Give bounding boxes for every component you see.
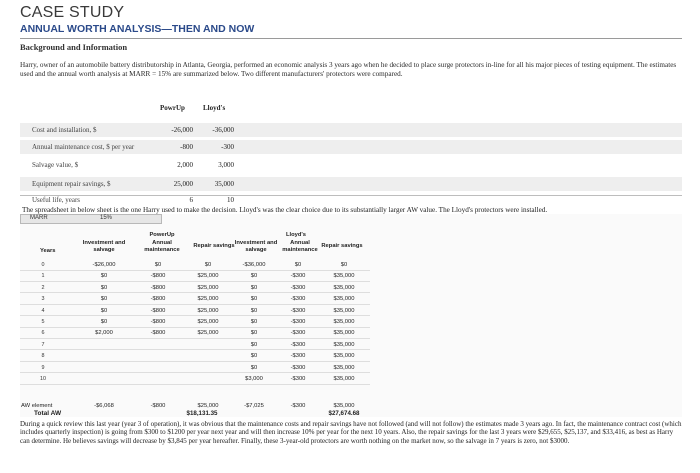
table-cell: $25,000 bbox=[197, 319, 219, 325]
estimates-cell: 3,000 bbox=[218, 161, 234, 169]
year-cell: 2 bbox=[41, 284, 45, 291]
table-cell: -$300 bbox=[290, 364, 306, 371]
year-cell: 4 bbox=[41, 307, 45, 314]
estimates-col-lloyds: Lloyd's bbox=[203, 104, 226, 112]
table-cell: $35,000 bbox=[333, 364, 355, 371]
estimates-cell: -36,000 bbox=[212, 126, 234, 134]
estimates-cell: -26,000 bbox=[171, 126, 193, 134]
estimates-row-label: Useful life, years bbox=[32, 196, 81, 204]
row-gridline bbox=[20, 281, 370, 282]
estimates-row-bg bbox=[20, 123, 682, 137]
table-cell: -$300 bbox=[290, 296, 306, 303]
group-header-powerup: PowerUp bbox=[149, 232, 175, 238]
year-cell: 10 bbox=[40, 376, 46, 382]
table-cell: $0 bbox=[250, 341, 258, 348]
table-cell: $3,000 bbox=[245, 376, 263, 382]
table-cell: $25,000 bbox=[197, 307, 219, 314]
year-cell: 5 bbox=[41, 319, 45, 325]
col-header: Repair savings bbox=[321, 243, 363, 249]
total-aw-lloyds: $27,674.68 bbox=[328, 410, 360, 417]
table-cell: $0 bbox=[100, 307, 108, 314]
table-cell: -$800 bbox=[150, 330, 166, 337]
aw-element-cell: -$7,025 bbox=[244, 403, 264, 409]
table-cell: -$300 bbox=[290, 284, 306, 291]
row-gridline bbox=[20, 349, 370, 350]
year-cell: 9 bbox=[41, 364, 45, 371]
table-cell: $0 bbox=[100, 319, 108, 325]
header-divider bbox=[20, 38, 682, 39]
case-study-subtitle: ANNUAL WORTH ANALYSIS—THEN AND NOW bbox=[20, 23, 255, 35]
table-cell: -$800 bbox=[150, 284, 166, 291]
table-cell: -$800 bbox=[150, 296, 166, 303]
total-aw-powerup: $18,131.35 bbox=[186, 410, 218, 417]
table-cell: -$300 bbox=[290, 341, 306, 348]
estimates-cell: 35,000 bbox=[214, 180, 234, 188]
table-cell: $25,000 bbox=[197, 284, 219, 291]
row-gridline bbox=[20, 384, 370, 385]
table-cell: $0 bbox=[250, 296, 258, 303]
row-gridline bbox=[20, 315, 370, 316]
table-cell: $0 bbox=[250, 330, 258, 337]
col-header: Investment and salvage bbox=[234, 240, 278, 253]
col-header: Annual maintenance bbox=[144, 240, 180, 253]
group-header-lloyds: Lloyd's bbox=[285, 232, 307, 238]
table-cell: $35,000 bbox=[333, 376, 355, 382]
estimates-bottom-rule bbox=[20, 195, 682, 196]
table-cell: $0 bbox=[250, 364, 258, 371]
total-aw-label: Total AW bbox=[34, 410, 62, 417]
table-cell: $0 bbox=[250, 353, 258, 360]
estimates-cell: -300 bbox=[221, 143, 234, 151]
table-cell: -$800 bbox=[150, 307, 166, 314]
table-cell: $35,000 bbox=[333, 319, 355, 325]
col-header: Investment and salvage bbox=[82, 240, 126, 253]
table-cell: $35,000 bbox=[333, 353, 355, 360]
row-gridline bbox=[20, 327, 370, 328]
col-header: Repair savings bbox=[193, 243, 235, 249]
col-header: Annual maintenance bbox=[282, 240, 318, 253]
table-cell: -$26,000 bbox=[92, 262, 116, 268]
year-cell: 1 bbox=[41, 273, 45, 280]
year-cell: 7 bbox=[41, 341, 45, 348]
table-cell: $35,000 bbox=[333, 330, 355, 337]
estimates-cell: 10 bbox=[227, 196, 234, 204]
case-study-title: CASE STUDY bbox=[20, 4, 125, 21]
year-cell: 3 bbox=[41, 296, 45, 303]
row-gridline bbox=[20, 361, 370, 362]
table-cell: -$300 bbox=[290, 273, 306, 280]
estimates-cell: 6 bbox=[189, 196, 193, 204]
estimates-row-label: Cost and installation, $ bbox=[32, 126, 97, 134]
estimates-cell: -800 bbox=[180, 143, 193, 151]
table-cell: $35,000 bbox=[333, 284, 355, 291]
aw-element-cell: -$800 bbox=[150, 403, 166, 409]
row-gridline bbox=[20, 292, 370, 293]
table-cell: -$36,000 bbox=[242, 262, 266, 268]
aw-element-cell: $35,000 bbox=[333, 403, 355, 409]
estimates-row-label: Salvage value, $ bbox=[32, 161, 79, 169]
aw-element-label: AW element bbox=[21, 403, 53, 409]
table-cell: $0 bbox=[250, 284, 258, 291]
estimates-row-label: Equipment repair savings, $ bbox=[32, 180, 111, 188]
estimates-cell: 25,000 bbox=[173, 180, 193, 188]
marr-value: 15% bbox=[100, 215, 113, 221]
estimates-row-label: Annual maintenance cost, $ per year bbox=[32, 143, 135, 151]
year-cell: 6 bbox=[41, 330, 45, 337]
table-cell: $0 bbox=[204, 262, 212, 268]
estimates-col-powrup: PowrUp bbox=[160, 104, 185, 112]
table-cell: $0 bbox=[100, 273, 108, 280]
estimates-cell: 2,000 bbox=[177, 161, 193, 169]
section-heading: Background and Information bbox=[20, 42, 128, 52]
table-cell: $25,000 bbox=[197, 296, 219, 303]
table-cell: $0 bbox=[250, 307, 258, 314]
table-cell: $0 bbox=[100, 284, 108, 291]
row-gridline bbox=[20, 338, 370, 339]
table-cell: $0 bbox=[294, 262, 302, 268]
table-cell: $0 bbox=[154, 262, 162, 268]
table-cell: $0 bbox=[340, 262, 348, 268]
row-gridline bbox=[20, 372, 370, 373]
table-cell: -$300 bbox=[290, 307, 306, 314]
row-gridline bbox=[20, 304, 370, 305]
table-cell: $0 bbox=[250, 273, 258, 280]
spreadsheet-intro: The spreadsheet in below sheet is the one Harry used to make the decision. Lloyd's was the clear choice due to its substantially larger AW value. The Lloyd's protectors were installed. bbox=[22, 206, 548, 214]
table-cell: $0 bbox=[100, 296, 108, 303]
table-cell: $35,000 bbox=[333, 273, 355, 280]
table-cell: -$300 bbox=[290, 319, 306, 325]
table-cell: $35,000 bbox=[333, 341, 355, 348]
table-cell: -$300 bbox=[290, 353, 306, 360]
table-cell: $35,000 bbox=[333, 307, 355, 314]
table-cell: -$300 bbox=[290, 330, 306, 337]
aw-element-cell: -$6,068 bbox=[94, 403, 114, 409]
table-cell: $35,000 bbox=[333, 296, 355, 303]
table-cell: $25,000 bbox=[197, 273, 219, 280]
years-header: Years bbox=[40, 248, 56, 254]
marr-label: MARR bbox=[30, 215, 48, 221]
table-cell: $25,000 bbox=[197, 330, 219, 337]
estimates-row-bg bbox=[20, 177, 682, 191]
aw-element-cell: -$300 bbox=[290, 403, 306, 409]
closing-paragraph: During a quick review this last year (year 3 of operation), it was obvious that the maintenance costs and repair savings have not followed (and will not follow) the estimates made 3 years ago. In fact, the maintenance contract cost (which includes quarterly inspection) is going from $300 to $1200 per year next year and will then increase 10% per year for the next 10 years. Also, the repair savings for the last 3 years were $29,655, $25,137, and $33,416, as best as Harry can determine. He believes savings will decrease by $3,845 per year hereafter. Finally, these 3-year-old protectors are worth nothing on the market now, so the salvage in 7 years is zero, not $3000. bbox=[20, 420, 682, 445]
row-gridline bbox=[20, 270, 370, 271]
table-cell: -$300 bbox=[290, 376, 306, 382]
table-cell: -$800 bbox=[150, 273, 166, 280]
year-cell: 8 bbox=[41, 353, 45, 360]
aw-element-cell: $25,000 bbox=[197, 403, 219, 409]
year-cell: 0 bbox=[41, 262, 45, 268]
table-cell: $2,000 bbox=[95, 330, 113, 337]
table-cell: $0 bbox=[250, 319, 258, 325]
table-cell: -$800 bbox=[150, 319, 166, 325]
intro-paragraph: Harry, owner of an automobile battery distributorship in Atlanta, Georgia, performed an economic analysis 3 years ago when he decided to place surge protectors in-line for all his major pieces of testing equipment. The estimates used and the annual worth analysis at MARR = 15% are summarized below. Two different manufacturers' protectors were compared. bbox=[20, 61, 677, 78]
